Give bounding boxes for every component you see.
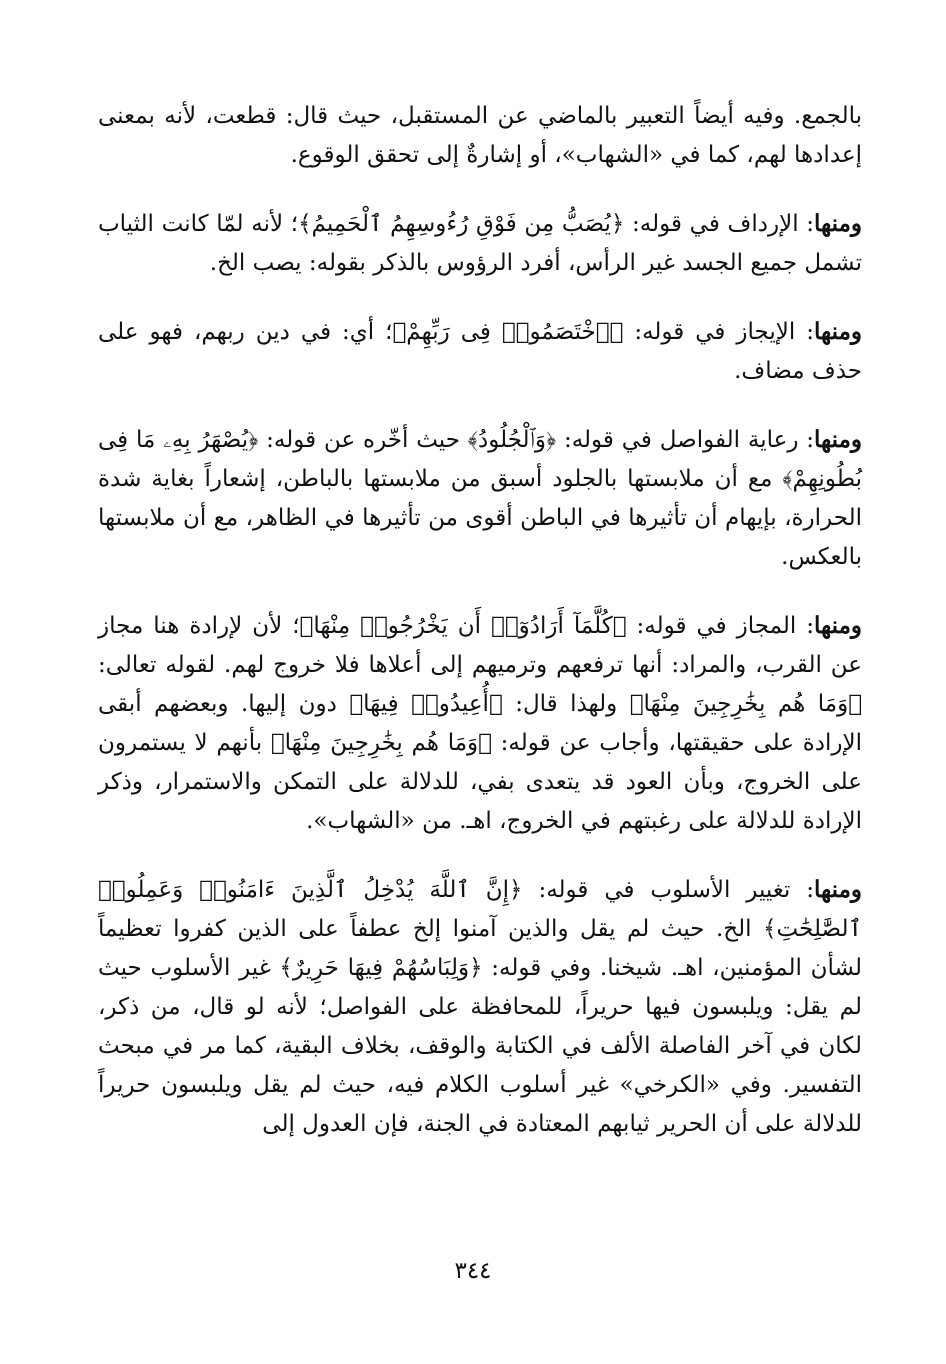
paragraph-text: : رعاية الفواصل في قوله: ﴿وَٱلْجُلُودُ﴾ حيث أخّره عن قوله: ﴿يُصْهَرُ بِهِۦ مَا فِى بُطُونِهِمْ﴾ مع أن ملابستها بالجلود أسبق من ملابستها بالباطن، إشعاراً بغاية شدة الحرارة، بإيهام أن تأثيرها في الباطن أقوى من تأثيرها في الظاهر، مع أن ملابستها بالعكس. bbox=[98, 427, 862, 570]
paragraph-3 bbox=[98, 312, 862, 391]
paragraph-1 bbox=[98, 96, 862, 175]
paragraph-lead: ومنها bbox=[814, 318, 862, 345]
paragraph-text: بالجمع. وفيه أيضاً التعبير بالماضي عن المستقبل، حيث قال: قطعت، لأنه بمعنى إعدادها لهم، كما في «الشهاب»، أو إشارةٌ إلى تحقق الوقوع. bbox=[98, 103, 862, 168]
paragraph-text: : الإيجاز في قوله: ﴿ٱخْتَصَمُوا۟ فِى رَبِّهِمْ﴾؛ أي: في دين ربهم، فهو على حذف مضاف. bbox=[98, 319, 862, 384]
paragraph-text: : المجاز في قوله: ﴿كُلَّمَآ أَرَادُوٓا۟ أَن يَخْرُجُوا۟ مِنْهَا﴾؛ لأن لإرادة هنا مجاز عن القرب، والمراد: أنها ترفعهم وترميهم إلى أعلاها فلا خروج لهم. لقوله تعالى: ﴿وَمَا هُم بِخَٰرِجِينَ مِنْهَا﴾ ولهذا قال: ﴿أُعِيدُوا۟ فِيهَا﴾ دون إليها. وبعضهم أبقى الإرادة على حقيقتها، وأجاب عن قوله: ﴿وَمَا هُم بِخَٰرِجِينَ مِنْهَا﴾ بأنهم لا يستمرون على الخروج، وبأن العود قد يتعدى بفي، للدلالة على التمكن والاستمرار، وذكر الإرادة للدلالة على رغبتهم في الخروج، اهـ. من «الشهاب». bbox=[98, 613, 862, 834]
page-number: ٣٤٤ bbox=[454, 1258, 492, 1284]
paragraph-text: : تغيير الأسلوب في قوله: ﴿إِنَّ ٱللَّهَ يُدْخِلُ ٱلَّذِينَ ءَامَنُوا۟ وَعَمِلُوا۟ ٱلصَّٰلِحَٰتِ﴾ الخ. حيث لم يقل والذين آمنوا إلخ عطفاً على الذين كفروا تعظيماً لشأن المؤمنين، اهـ. شيخنا. وفي قوله: ﴿وَلِبَاسُهُمْ فِيهَا حَرِيرٌ﴾ غير الأسلوب حيث لم يقل: ويلبسون فيها حريراً، للمحافظة على الفواصل؛ لأنه لو قال، من ذكر، لكان في آخر الفاصلة الألف في الكتابة والوقف، بخلاف البقية، كما مر في مبحث التفسير. وفي «الكرخي» غير أسلوب الكلام فيه، حيث لم يقل ويلبسون حريراً للدلالة على أن الحرير ثيابهم المعتادة في الجنة، فإن العدول إلى bbox=[98, 877, 862, 1137]
paragraph-4 bbox=[98, 420, 862, 577]
paragraph-lead: ومنها bbox=[814, 876, 862, 903]
paragraph-text: : الإرداف في قوله: ﴿يُصَبُّ مِن فَوْقِ رُءُوسِهِمُ ٱلْحَمِيمُ﴾؛ لأنه لمّا كانت الثياب تشمل جميع الجسد غير الرأس، أفرد الرؤوس بالذكر بقوله: يصب الخ. bbox=[98, 211, 862, 276]
paragraph-6 bbox=[98, 870, 862, 1144]
paragraph-lead: ومنها bbox=[814, 612, 862, 639]
paragraph-2 bbox=[98, 204, 862, 283]
paragraph-lead: ومنها bbox=[814, 426, 862, 453]
paragraph-5 bbox=[98, 606, 862, 841]
paragraph-lead: ومنها bbox=[814, 210, 862, 237]
